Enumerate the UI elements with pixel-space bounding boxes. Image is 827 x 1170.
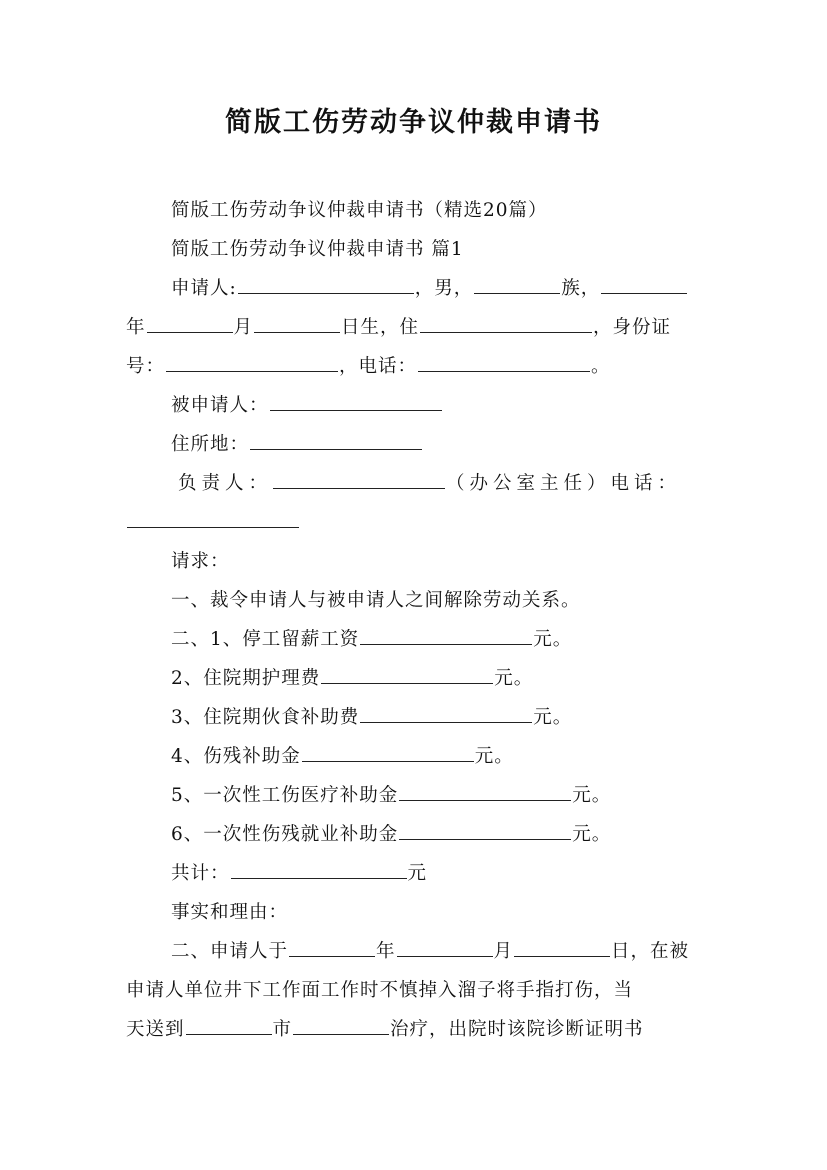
manager-label: 负责人： (178, 473, 273, 494)
year-label: 年 (126, 317, 146, 338)
facts-line-2: 申请人单位井下工作面工作时不慎掉入溜子将手指打伤，当 (126, 980, 634, 1001)
amount-blank (360, 627, 532, 645)
id-label: 号： (126, 356, 166, 377)
respondent-address-blank (250, 432, 422, 450)
document-title: 简版工伤劳动争议仲裁申请书 (225, 107, 602, 138)
total-line (126, 861, 749, 887)
facts-line-3: 天送到 市 治疗，出院时该院诊断证明书 (126, 1019, 644, 1040)
facts-line-1: 二、申请人于 年 月 日，在被 (171, 941, 690, 962)
injury-month-blank (397, 939, 493, 957)
request-1: 一、裁令申请人与被申请人之间解除劳动关系。 (171, 590, 581, 611)
id-number-blank (166, 354, 338, 372)
facts-label: 事实和理由： (171, 902, 289, 923)
city-blank (186, 1017, 272, 1035)
total-label: 共计： (171, 863, 230, 884)
manager-title-phone: （办公室主任）电话： (446, 473, 682, 494)
section-heading: 简版工伤劳动争议仲裁申请书 篇1 (171, 239, 464, 260)
manager-line (126, 471, 704, 497)
month-label: 月 (233, 317, 254, 338)
request-item: 5、一次性工伤医疗补助金 元。 (171, 785, 612, 806)
birth-year-blank (601, 276, 687, 294)
request-item: 3、住院期伙食补助费 元。 (171, 707, 573, 728)
id-phone-line (126, 354, 704, 380)
injury-year-blank (289, 939, 375, 957)
manager-phone-blank (127, 510, 299, 528)
applicant-label: 申请人: (171, 278, 237, 299)
request-item: 4、伤残补助金 元。 (171, 746, 514, 767)
manager-blank (273, 471, 445, 489)
total-blank (231, 861, 407, 879)
request-item: 6、一次性伤残就业补助金 元。 (171, 824, 612, 845)
amount-blank (399, 783, 571, 801)
birth-address-line (126, 315, 704, 341)
hospital-blank (293, 1017, 389, 1035)
respondent-line (126, 393, 749, 419)
manager-phone-line (126, 510, 704, 536)
address-label: 住所地： (171, 434, 250, 455)
period: 。 (591, 356, 611, 377)
amount-blank (399, 822, 571, 840)
amount-blank (302, 744, 474, 762)
amount-blank (360, 705, 532, 723)
request-item: 二、1、停工留薪工资 元。 (171, 629, 573, 650)
applicant-gender: ，男， (414, 278, 474, 299)
total-suffix: 元 (407, 863, 428, 884)
ethnicity-label: 族， (561, 278, 601, 299)
born-live-label: 日生，住 (341, 317, 420, 338)
phone-blank (418, 354, 590, 372)
respondent-label: 被申请人： (171, 395, 269, 416)
address-blank (420, 315, 592, 333)
applicant-name-blank (238, 276, 414, 294)
amount-blank (321, 666, 493, 684)
birth-month-blank (147, 315, 233, 333)
id-prefix-label: ，身份证 (593, 317, 672, 338)
subtitle: 简版工伤劳动争议仲裁申请书（精选20篇） (171, 200, 548, 221)
respondent-blank (270, 393, 442, 411)
requests-label: 请求： (171, 551, 230, 572)
injury-day-blank (514, 939, 610, 957)
birth-day-blank (254, 315, 340, 333)
address-line (126, 432, 749, 458)
ethnicity-blank (474, 276, 560, 294)
phone-label: ，电话： (339, 356, 418, 377)
request-item: 2、住院期护理费 元。 (171, 668, 534, 689)
applicant-line (126, 276, 749, 302)
